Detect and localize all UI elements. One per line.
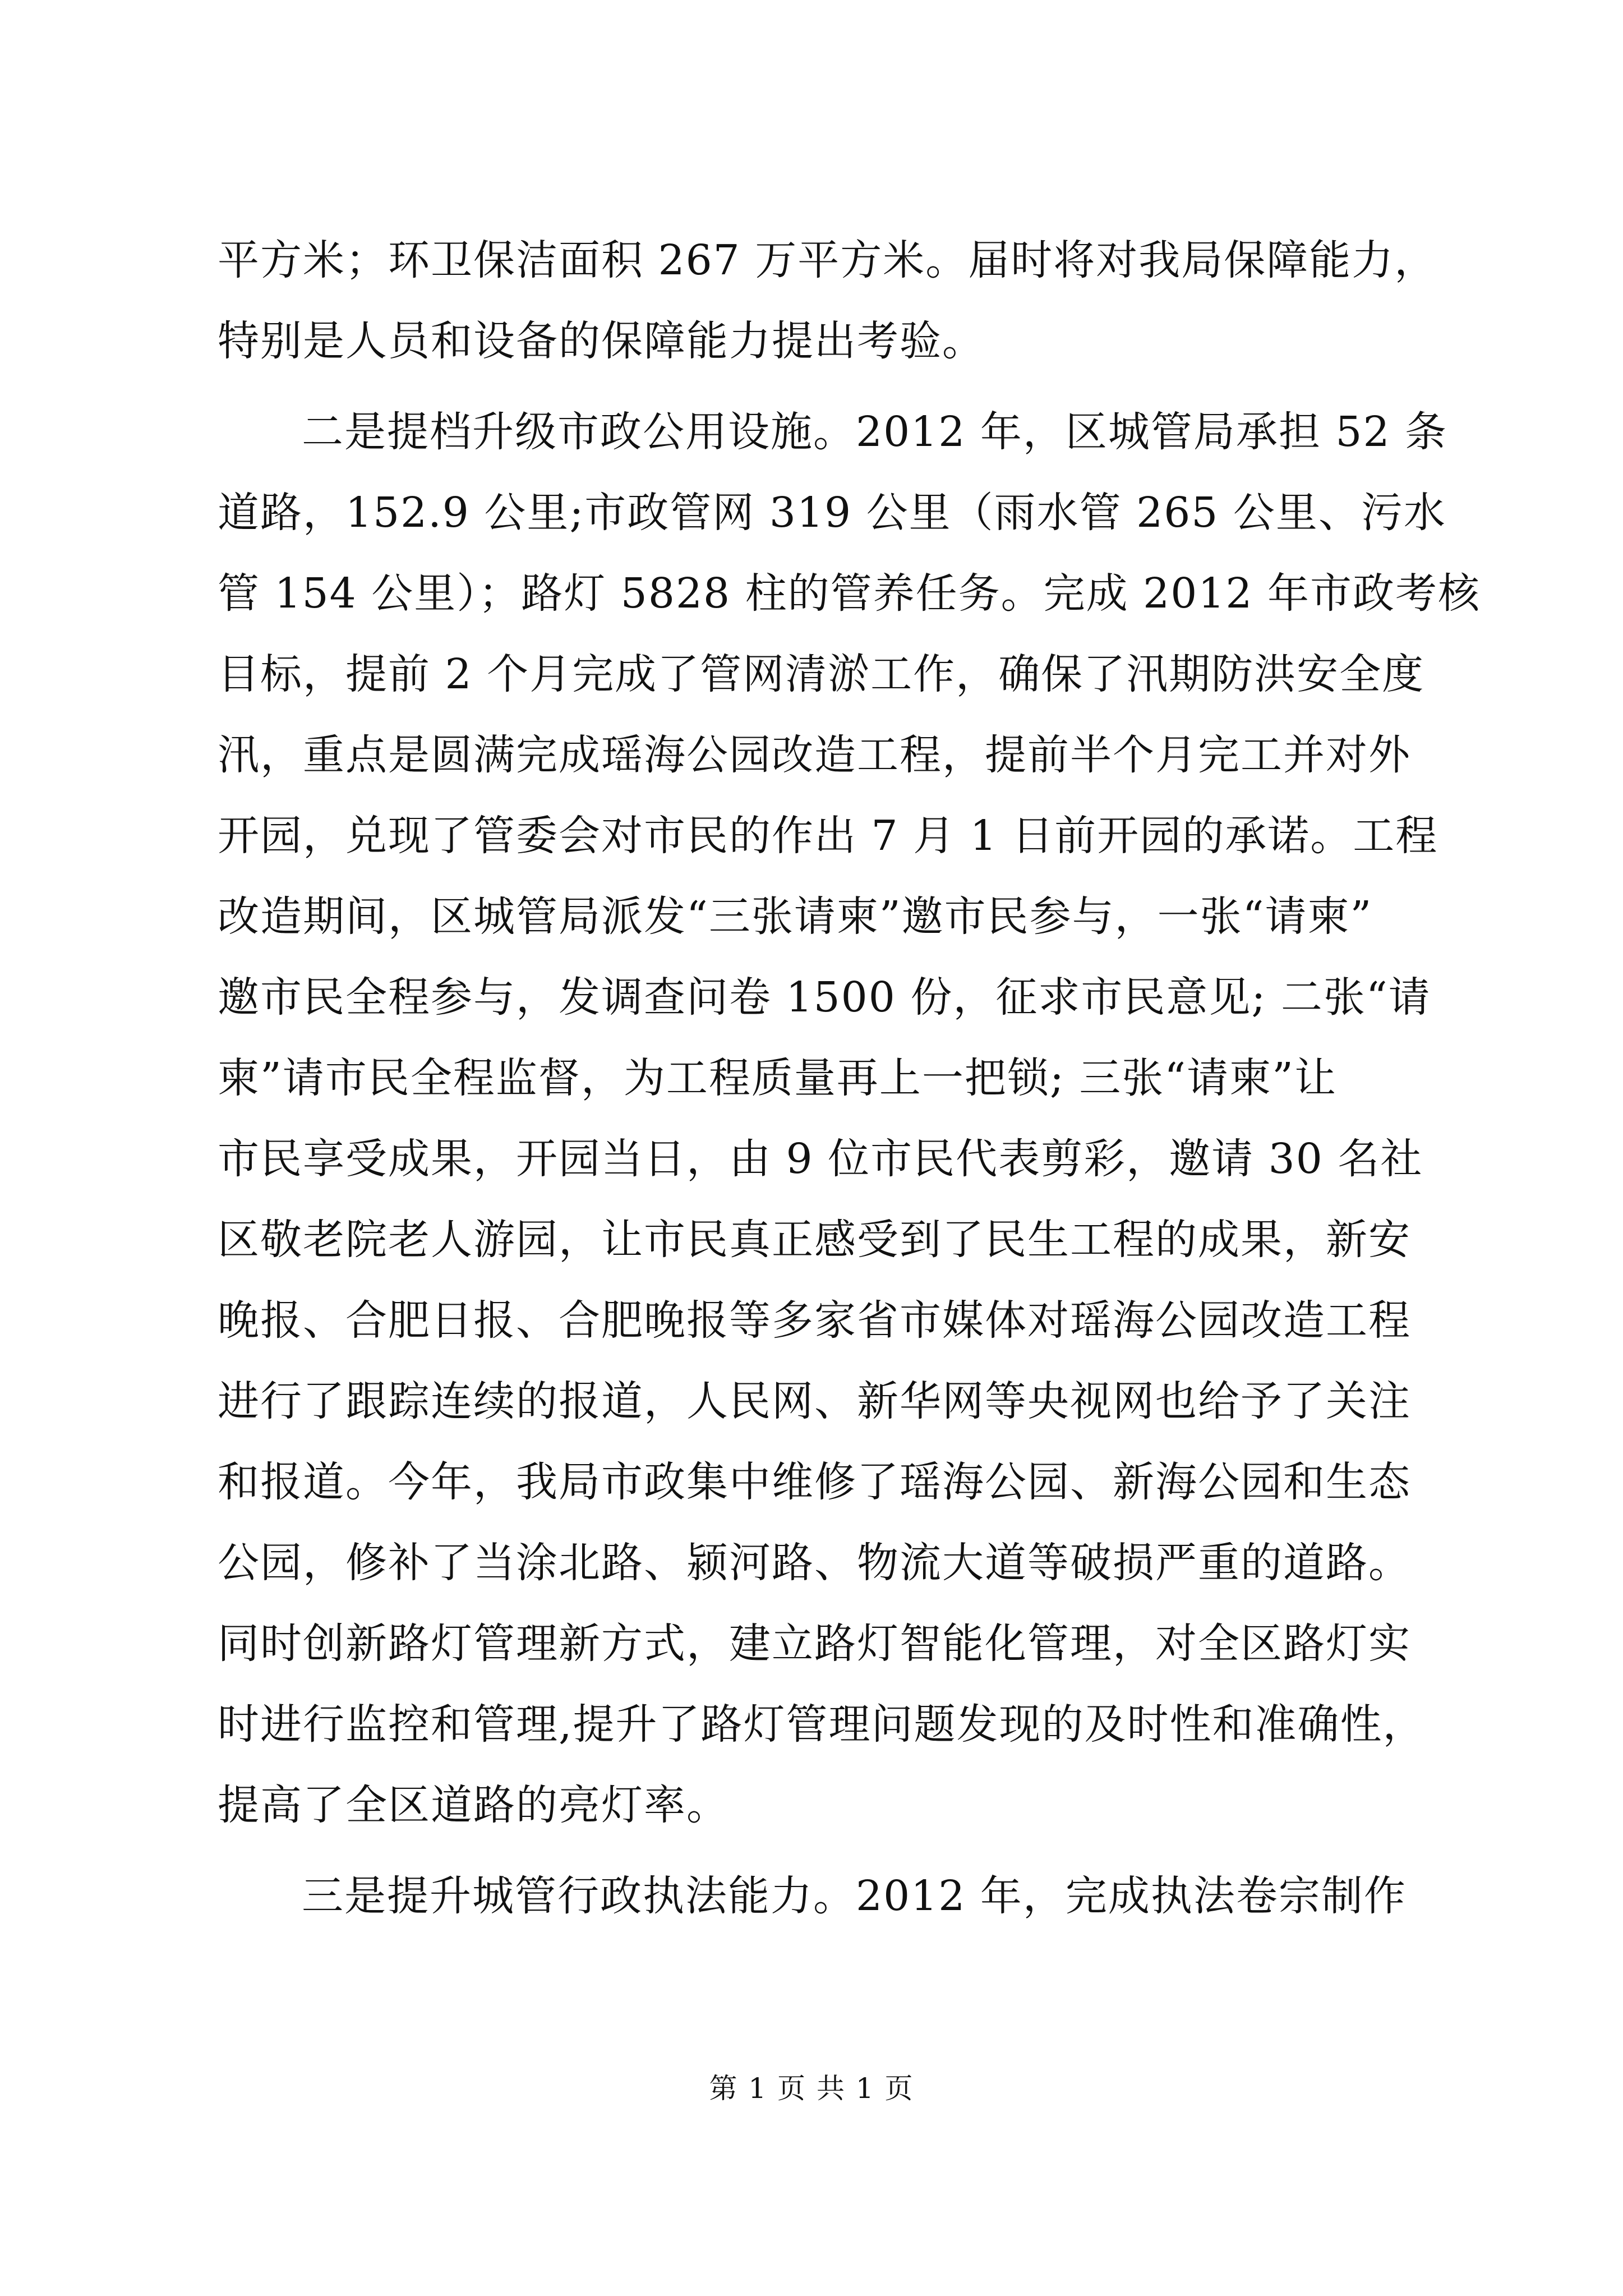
document-body bbox=[218, 220, 1481, 1936]
paragraph-start-line: 二是提档升级市政公用设施。2012 年，区城管局承担 52 条 bbox=[302, 408, 1448, 456]
text-line: 开园，兑现了管委会对市民的作出 7 月 1 日前开园的承诺。工程 bbox=[218, 812, 1438, 860]
text-line: 改造期间，区城管局派发“三张请柬”邀市民参与，一张“请柬” bbox=[218, 892, 1373, 941]
paragraph-start-line: 三是提升城管行政执法能力。2012 年，完成执法卷宗制作 bbox=[302, 1872, 1407, 1920]
text-line: 区敬老院老人游园，让市民真正感受到了民生工程的成果，新安 bbox=[218, 1216, 1411, 1264]
text-line: 邀市民全程参与，发调查问卷 1500 份，征求市民意见; 二张“请 bbox=[218, 973, 1431, 1022]
text-line: 柬”请市民全程监督，为工程质量再上一把锁; 三张“请柬”让 bbox=[218, 1054, 1337, 1102]
text-line: 时进行监控和管理,提升了路灯管理问题发现的及时性和准确性， bbox=[218, 1700, 1426, 1749]
text-line: 晚报、合肥日报、合肥晚报等多家省市媒体对瑶海公园改造工程 bbox=[218, 1296, 1411, 1345]
text-line: 目标，提前 2 个月完成了管网清淤工作，确保了汛期防洪安全度 bbox=[218, 650, 1425, 698]
text-line: 平方米；环卫保洁面积 267 万平方米。届时将对我局保障能力， bbox=[218, 236, 1437, 284]
text-line: 公园，修补了当涂北路、颍河路、物流大道等破损严重的道路。 bbox=[218, 1539, 1411, 1587]
text-line: 特别是人员和设备的保障能力提出考验。 bbox=[218, 317, 985, 365]
text-line: 汛，重点是圆满完成瑶海公园改造工程，提前半个月完工并对外 bbox=[218, 731, 1411, 779]
text-line: 和报道。今年，我局市政集中维修了瑶海公园、新海公园和生态 bbox=[218, 1458, 1411, 1506]
text-line: 提高了全区道路的亮灯率。 bbox=[218, 1781, 729, 1829]
text-line: 进行了跟踪连续的报道，人民网、新华网等央视网也给予了关注 bbox=[218, 1377, 1411, 1425]
page-number-footer: 第 1 页 共 1 页 bbox=[709, 2072, 914, 2105]
text-line: 道路，152.9 公里;市政管网 319 公里（雨水管 265 公里、污水 bbox=[218, 489, 1446, 537]
text-line: 管 154 公里）；路灯 5828 柱的管养任务。完成 2012 年市政考核 bbox=[218, 569, 1481, 618]
text-line: 同时创新路灯管理新方式，建立路灯智能化管理，对全区路灯实 bbox=[218, 1619, 1411, 1668]
text-line: 市民享受成果，开园当日，由 9 位市民代表剪彩，邀请 30 名社 bbox=[218, 1135, 1423, 1183]
